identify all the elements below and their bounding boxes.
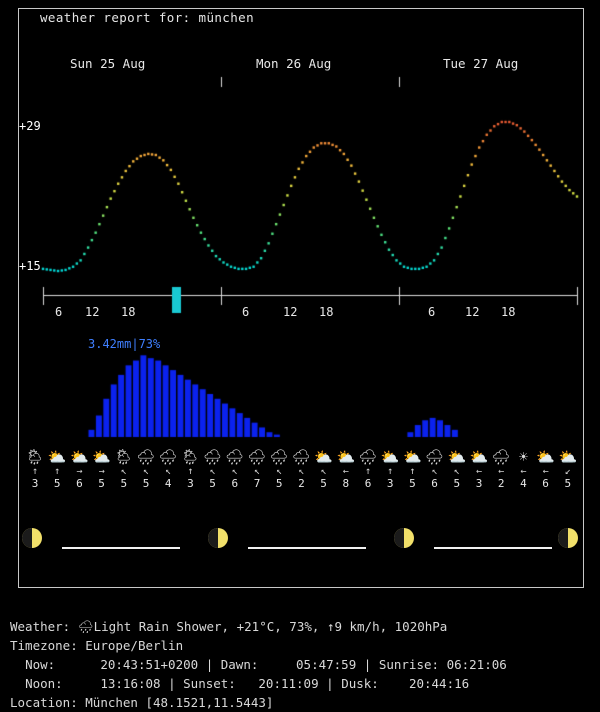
wind-speed-15: 6 xyxy=(364,477,372,490)
partly-cloudy-icon: ⛅ xyxy=(469,448,489,466)
hour-tick-3: 6 xyxy=(242,305,250,319)
wind-direction-icon-11: ↖ xyxy=(276,466,283,477)
wind-direction-icon-19: ↖ xyxy=(453,466,460,477)
report-footer: Weather: 🌧Light Rain Shower, +21°C, 73%, ↑9 km/h, 1020hPa Timezone: Europe/Berlin Now: 20:43:51+0200 | Dawn: 05:47:59 | Sunrise: 06:21:06 Noon: 13:16:08 | Sunset: 20:11:09 | Dusk: 20:44:16 Location: München [48.1521,11.5443] xyxy=(10,619,507,710)
partly-cloudy-icon: ⛅ xyxy=(558,448,578,466)
wind-speed-3: 5 xyxy=(98,477,105,490)
partly-cloudy-icon: ⛅ xyxy=(47,448,67,466)
partly-cloudy-icon: ⛅ xyxy=(403,448,422,466)
partly-cloudy-icon: ⛅ xyxy=(92,448,111,466)
wind-speed-0: 3 xyxy=(31,477,39,490)
daylight-bar-0 xyxy=(62,547,180,549)
sunny-icon: ☀ xyxy=(518,448,528,466)
wind-speed-12: 2 xyxy=(298,477,305,490)
hour-tick-8: 18 xyxy=(501,305,516,319)
rain-icon: 🌧 xyxy=(269,448,289,466)
footer-location-label: Location: xyxy=(10,695,78,710)
wind-direction-icon-1: ↑ xyxy=(54,466,61,477)
hour-tick-6: 6 xyxy=(428,305,436,319)
footer-now-value: 20:43:51+0200 xyxy=(100,657,199,672)
wind-speed-22: 4 xyxy=(520,477,527,490)
footer-now-label: Now: xyxy=(25,657,56,672)
wind-speed-13: 5 xyxy=(320,477,327,490)
wind-direction-icon-9: ↖ xyxy=(231,466,238,477)
rain-shower-icon: 🌦 xyxy=(114,448,134,466)
moon-phase-0 xyxy=(22,528,42,548)
wind-speed-19: 5 xyxy=(453,477,461,490)
rain-cloud-icon: 🌧 xyxy=(77,619,94,634)
wind-direction-icon-13: ↖ xyxy=(320,466,327,477)
moon-phase-row xyxy=(22,518,578,562)
wind-speed-8: 5 xyxy=(209,477,216,490)
partly-cloudy-icon: ⛅ xyxy=(536,448,555,466)
wind-speed-20: 3 xyxy=(475,477,483,490)
wind-speed-17: 5 xyxy=(409,477,416,490)
footer-location-value: München [48.1521,11.5443] xyxy=(85,695,274,710)
wind-speed-18: 6 xyxy=(431,477,438,490)
moon-phase-1 xyxy=(208,528,228,548)
partly-cloudy-icon: ⛅ xyxy=(447,448,467,466)
wind-direction-icon-23: ← xyxy=(542,466,549,477)
wind-speed-14: 8 xyxy=(342,477,350,490)
wind-speed-4: 5 xyxy=(120,477,128,490)
hourly-icon-row xyxy=(22,449,578,509)
hour-cell-24 xyxy=(555,449,581,490)
footer-sunset-label: Sunset: xyxy=(183,676,236,691)
footer-sunrise-value: 06:21:06 xyxy=(446,657,507,672)
wind-direction-icon-12: ↖ xyxy=(298,466,305,477)
hour-tick-4: 12 xyxy=(283,305,298,319)
footer-timezone-value: Europe/Berlin xyxy=(85,638,184,653)
daylight-bar-1 xyxy=(248,547,366,549)
rain-icon: 🌧 xyxy=(291,448,311,466)
moon-phase-2 xyxy=(394,528,414,548)
rain-icon: 🌧 xyxy=(358,448,378,466)
rain-icon: 🌧 xyxy=(247,448,267,466)
window-title: weather report for: münchen xyxy=(34,10,260,26)
wind-direction-icon-21: ← xyxy=(498,466,505,477)
footer-sunrise-label: Sunrise: xyxy=(378,657,440,672)
hour-tick-5: 18 xyxy=(319,305,334,319)
daylight-bar-2 xyxy=(434,547,552,549)
wind-direction-icon-5: ↖ xyxy=(142,466,150,477)
wind-direction-icon-10: ↖ xyxy=(253,466,261,477)
wind-speed-23: 6 xyxy=(542,477,549,490)
wind-speed-16: 3 xyxy=(386,477,394,490)
wind-direction-icon-3: → xyxy=(98,466,105,477)
footer-dusk-label: Dusk: xyxy=(341,676,379,691)
wind-direction-icon-18: ↖ xyxy=(431,466,438,477)
hour-tick-1: 12 xyxy=(85,305,100,319)
wind-speed-21: 2 xyxy=(497,477,505,490)
hour-tick-7: 12 xyxy=(465,305,480,319)
wind-direction-icon-15: ↑ xyxy=(364,466,372,477)
wind-speed-5: 5 xyxy=(142,477,150,490)
partly-cloudy-icon: ⛅ xyxy=(70,448,89,466)
wind-direction-icon-8: ↖ xyxy=(209,466,216,477)
wind-speed-9: 6 xyxy=(231,477,239,490)
wind-direction-icon-14: ← xyxy=(342,466,349,477)
footer-dusk-value: 20:44:16 xyxy=(408,676,470,691)
rain-icon: 🌧 xyxy=(425,448,445,466)
moon-phase-3 xyxy=(558,528,578,548)
footer-weather-label: Weather: xyxy=(10,619,71,634)
rain-icon: 🌧 xyxy=(158,448,178,466)
rain-shower-icon: 🌦 xyxy=(180,448,200,466)
footer-sunset-value: 20:11:09 xyxy=(258,676,319,691)
rain-icon: 🌧 xyxy=(491,448,511,466)
rain-icon: 🌧 xyxy=(225,448,245,466)
wind-direction-icon-16: ↑ xyxy=(387,466,394,477)
hour-tick-2: 18 xyxy=(121,305,136,319)
rain-shower-icon: 🌦 xyxy=(25,448,45,466)
hour-tick-0: 6 xyxy=(55,305,63,319)
wind-speed-11: 5 xyxy=(275,477,283,490)
partly-cloudy-icon: ⛅ xyxy=(380,448,400,466)
wind-direction-icon-24: ↙ xyxy=(564,466,571,477)
partly-cloudy-icon: ⛅ xyxy=(314,448,333,466)
wind-speed-7: 3 xyxy=(187,477,194,490)
footer-noon-label: Noon: xyxy=(25,676,63,691)
wind-direction-icon-17: ↑ xyxy=(409,466,416,477)
rain-icon: 🌧 xyxy=(203,448,223,466)
partly-cloudy-icon: ⛅ xyxy=(336,448,356,466)
footer-dawn-value: 05:47:59 xyxy=(296,657,357,672)
wind-direction-icon-6: ↖ xyxy=(165,466,172,477)
wind-direction-icon-0: ↑ xyxy=(31,466,39,477)
wind-direction-icon-22: ← xyxy=(520,466,527,477)
footer-noon-value: 13:16:08 xyxy=(100,676,161,691)
wind-direction-icon-7: ↑ xyxy=(187,466,194,477)
footer-dawn-label: Dawn: xyxy=(220,657,259,672)
rain-icon: 🌧 xyxy=(136,448,156,466)
wind-speed-10: 7 xyxy=(253,477,261,490)
wind-direction-icon-4: ↖ xyxy=(120,466,127,477)
footer-weather-value: Light Rain Shower, +21°C, 73%, ↑9 km/h, 1020hPa xyxy=(93,619,448,634)
wind-direction-icon-2: → xyxy=(76,466,83,477)
wind-speed-6: 4 xyxy=(164,477,172,490)
wind-speed-2: 6 xyxy=(76,477,83,490)
footer-timezone-label: Timezone: xyxy=(10,638,78,653)
wind-direction-icon-20: ← xyxy=(475,466,483,477)
wind-speed-24: 5 xyxy=(564,477,572,490)
precip-peak-label: 3.42mm|73% xyxy=(88,337,161,351)
wind-speed-1: 5 xyxy=(53,477,61,490)
